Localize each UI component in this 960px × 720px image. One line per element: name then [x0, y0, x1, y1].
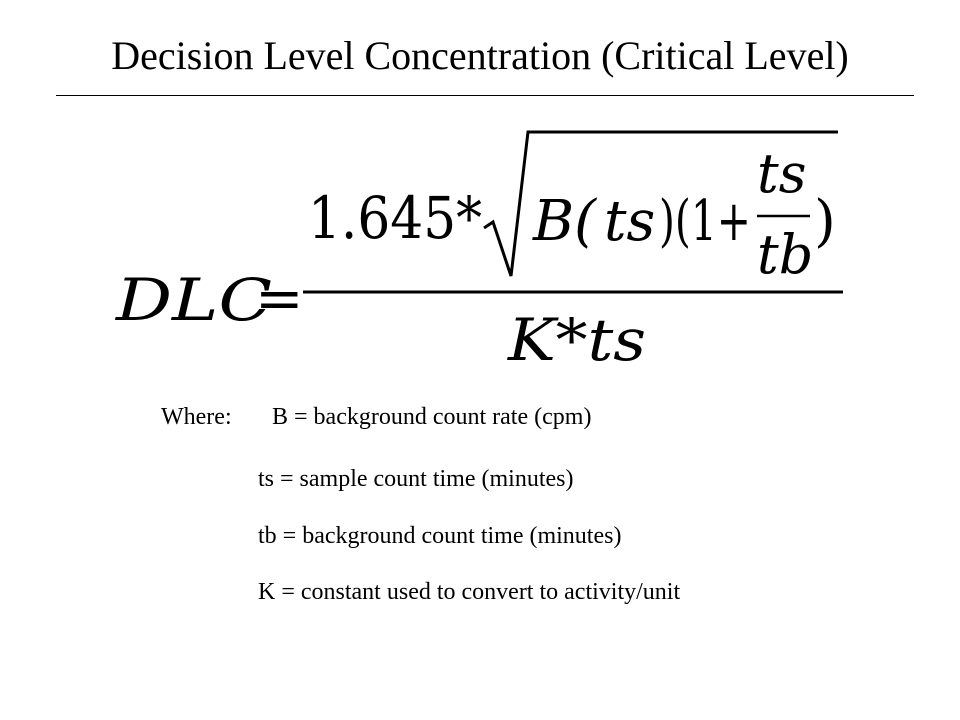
definition-ts: ts = sample count time (minutes) — [258, 466, 574, 492]
radicand-close-paren: ) — [814, 189, 836, 254]
formula-lhs: DLC — [114, 266, 272, 334]
inner-fraction-denominator: tb — [757, 223, 814, 286]
definition-b: B = background count rate (cpm) — [272, 404, 592, 430]
formula-coefficient: 1.645* — [308, 184, 482, 252]
slide-title: Decision Level Concentration (Critical Level) — [111, 33, 849, 78]
formula-equals: = — [255, 264, 304, 332]
definition-tb: tb = background count time (minutes) — [258, 523, 622, 549]
formula-denominator: K*ts — [506, 306, 646, 374]
inner-fraction-numerator: ts — [757, 142, 807, 205]
radicand-variable: ts — [604, 189, 656, 254]
definitions-intro: Where: — [161, 404, 232, 430]
radicand-prefix: B( — [533, 189, 596, 254]
definition-k: K = constant used to convert to activity/unit — [258, 579, 681, 605]
radicand-middle: )(1+ — [659, 189, 751, 254]
